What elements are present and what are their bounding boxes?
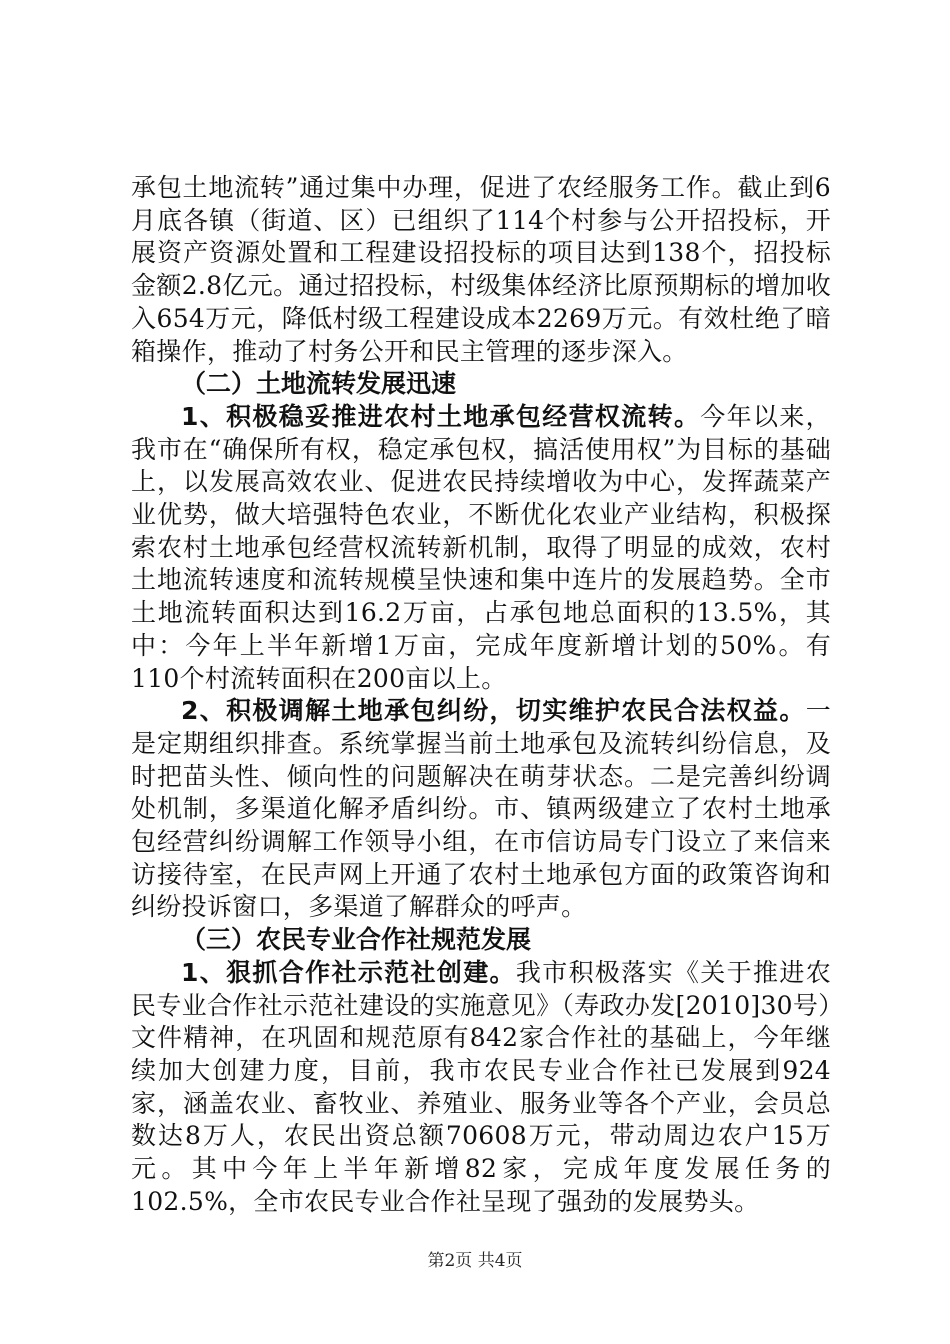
paragraph-lead: 1、狠抓合作社示范社创建。 <box>181 957 516 987</box>
paragraph-body: 我市积极落实《关于推进农民专业合作社示范社建设的实施意见》（寿政办发[2010]30号）文件精神，在巩固和规范原有842家合作社的基础上，今年继续加大创建力度，目前，我市农民专业合作社已发展到924家，涵盖农业、畜牧业、养殖业、服务业等各个产业，会员总数达8万人，农民出资总额70608万元，带动周边农户15万元。其中今年上半年新增82家，完成年度发展任务的102.5%，全市农民专业合作社呈现了强劲的发展势头。 <box>131 957 831 1216</box>
continuation-paragraph: 承包土地流转”通过集中办理，促进了农经服务工作。截止到6月底各镇（街道、区）已组织了114个村参与公开招投标，开展资产资源处置和工程建设招投标的项目达到138个，招投标金额2.8亿元。通过招投标，村级集体经济比原预期标的增加收入654万元，降低村级工程建设成本2269万元。有效杜绝了暗箱操作，推动了村务公开和民主管理的逐步深入。 <box>131 173 831 366</box>
page-number-footer: 第2页 共4页 <box>427 1251 523 1271</box>
paragraph-dispute-mediation <box>131 695 831 924</box>
paragraph-lead: 2、积极调解土地承包纠纷，切实维护农民合法权益。 <box>181 696 806 726</box>
paragraph-model-cooperatives <box>131 957 831 1219</box>
paragraph-body: 今年以来，我市在“确保所有权，稳定承包权，搞活使用权”为目标的基础上，以发展高效农业、促进农民持续增收为中心，发挥蔬菜产业优势，做大培强特色农业，不断优化农业产业结构，积极探索农村土地承包经营权流转新机制，取得了明显的成效，农村土地流转速度和流转规模呈快速和集中连片的发展趋势。全市土地流转面积达到16.2万亩，占承包地总面积的13.5%，其中：今年上半年新增1万亩，完成年度新增计划的50%。有110个村流转面积在200亩以上。 <box>131 401 831 693</box>
document-body <box>131 172 831 1219</box>
section-heading-land-transfer: （二）土地流转发展迅速 <box>181 369 457 399</box>
section-heading-cooperatives: （三）农民专业合作社规范发展 <box>181 925 532 955</box>
paragraph-lead: 1、积极稳妥推进农村土地承包经营权流转。 <box>181 401 701 431</box>
paragraph-land-transfer-promotion <box>131 401 831 695</box>
paragraph-body: 一是定期组织排查。系统掌握当前土地承包及流转纠纷信息，及时把苗头性、倾向性的问题解决在萌芽状态。二是完善纠纷调处机制，多渠道化解矛盾纠纷。市、镇两级建立了农村土地承包经营纠纷调解工作领导小组，在市信访局专门设立了来信来访接待室，在民声网上开通了农村土地承包方面的政策咨询和纠纷投诉窗口，多渠道了解群众的呼声。 <box>131 696 831 922</box>
